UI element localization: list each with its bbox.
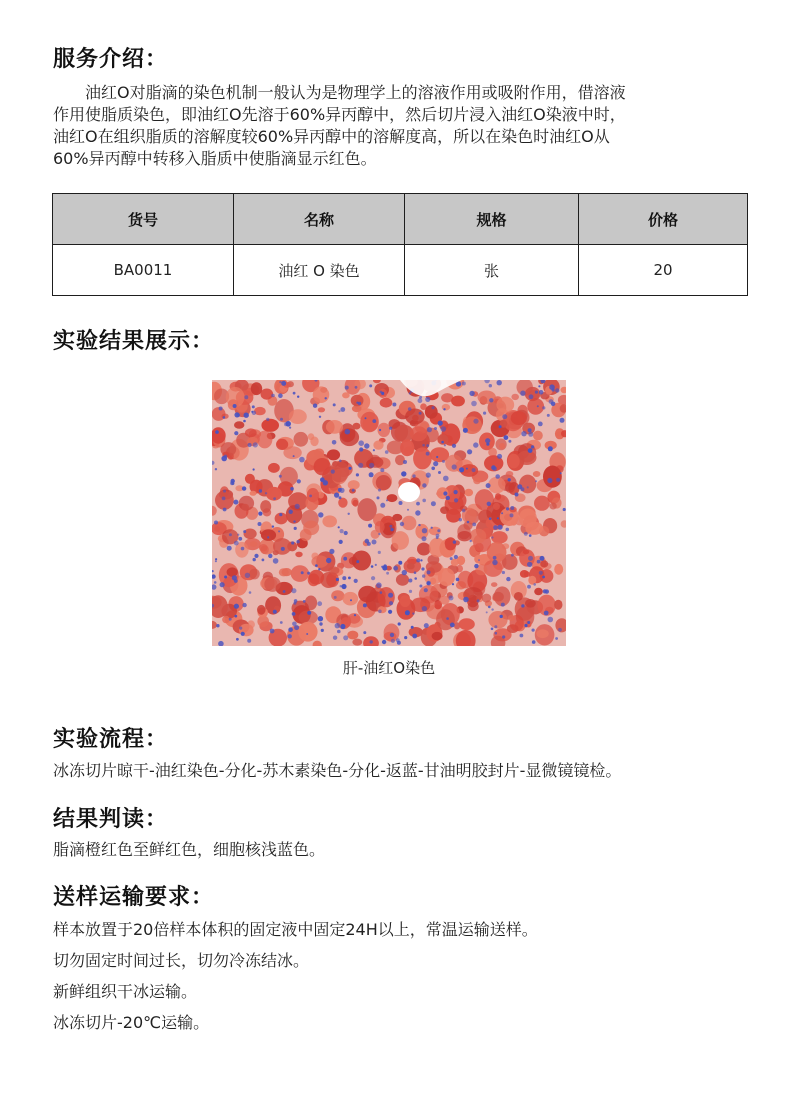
- service-description: [53, 82, 753, 170]
- shipping-line: 新鲜组织干冰运输。: [53, 982, 198, 1001]
- cell-name: 油红 O 染色: [234, 245, 405, 296]
- shipping-line: 样本放置于20倍样本体积的固定液中固定24H以上，常温运输送样。: [53, 920, 538, 939]
- service-line: 油红O对脂滴的染色机制一般认为是物理学上的溶液作用或吸附作用，借溶液: [85, 83, 626, 102]
- service-line: 油红O在组织脂质的溶解度较60%异丙醇中的溶解度高，所以在染色时油红O从: [53, 127, 610, 146]
- table-row: [53, 245, 748, 296]
- header-spec: 规格: [405, 194, 579, 245]
- service-line: 60%异丙醇中转移入脂质中使脂滴显示红色。: [53, 149, 377, 168]
- service-heading: 服务介绍：: [53, 47, 169, 72]
- cell-sku: BA0011: [53, 245, 234, 296]
- cell-spec: 张: [405, 245, 579, 296]
- product-table: [52, 193, 748, 296]
- cell-price: 20: [579, 245, 748, 296]
- micrograph-icon: [212, 380, 566, 646]
- header-name: 名称: [234, 194, 405, 245]
- table-header-row: [53, 194, 748, 245]
- micrograph-image: [212, 380, 566, 646]
- shipping-line: 切勿固定时间过长，切勿冷冻结冰。: [53, 951, 310, 970]
- interpretation-heading: 结果判读：: [53, 807, 169, 832]
- process-text: 冰冻切片晾干-油红染色-分化-苏木素染色-分化-返蓝-甘油明胶封片-显微镜镜检。: [53, 761, 622, 780]
- header-sku: 货号: [53, 194, 234, 245]
- image-caption: 肝-油红O染色: [342, 659, 436, 677]
- shipping-requirements: [53, 914, 538, 1038]
- header-price: 价格: [579, 194, 748, 245]
- interpretation-text: 脂滴橙红色至鲜红色，细胞核浅蓝色。: [53, 840, 326, 859]
- shipping-heading: 送样运输要求：: [53, 885, 215, 910]
- service-line: 作用使脂质染色，即油红O先溶于60%异丙醇中，然后切片浸入油红O染液中时，: [53, 105, 626, 124]
- shipping-line: 冰冻切片-20℃运输。: [53, 1013, 210, 1032]
- results-heading: 实验结果展示：: [53, 329, 215, 354]
- process-heading: 实验流程：: [53, 727, 169, 752]
